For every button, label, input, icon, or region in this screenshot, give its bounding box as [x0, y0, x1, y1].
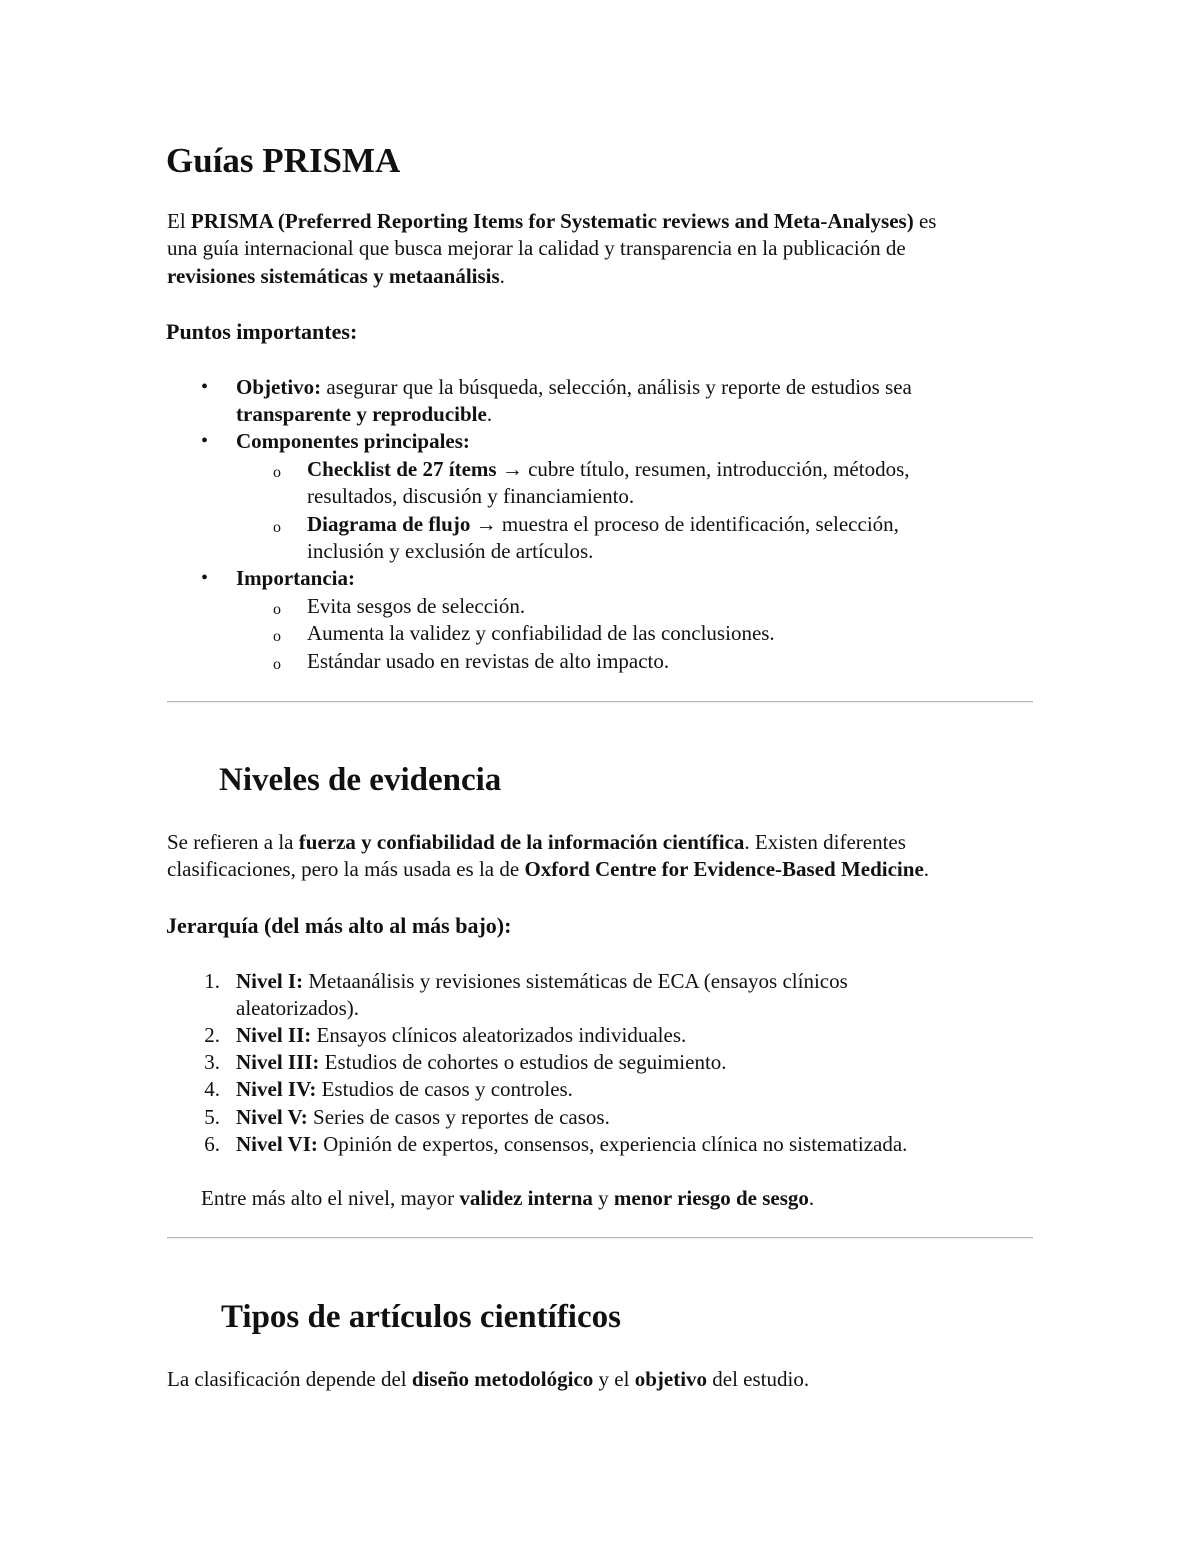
- divider: [167, 701, 1033, 703]
- importance-item: Evita sesgos de selección.: [307, 594, 526, 618]
- importance-label: Importancia:: [236, 566, 355, 590]
- heading-niveles-evidencia: Niveles de evidencia: [219, 762, 502, 798]
- prisma-intro-line3: revisiones sistemáticas y metaanálisis.: [167, 264, 505, 288]
- flow-line2: inclusión y exclusión de artículos.: [307, 539, 594, 563]
- importance-item: Aumenta la validez y confiabilidad de las conclusiones.: [307, 621, 775, 645]
- list-number: 5.: [204, 1105, 220, 1129]
- components-label: Componentes principales:: [236, 429, 470, 453]
- heading-tipos-articulos: Tipos de artículos científicos: [221, 1299, 621, 1335]
- heading-jerarquia: Jerarquía (del más alto al más bajo):: [166, 913, 512, 938]
- circle-bullet-icon: o: [273, 601, 281, 618]
- objective-line1: Objetivo: asegurar que la búsqueda, selección, análisis y reporte de estudios sea: [236, 375, 912, 399]
- list-number: 2.: [204, 1023, 220, 1047]
- prisma-intro-line2: una guía internacional que busca mejorar la calidad y transparencia en la publicación de: [167, 236, 906, 260]
- heading-puntos-importantes: Puntos importantes:: [166, 319, 358, 344]
- bullet-icon: •: [201, 376, 209, 398]
- list-number: 3.: [204, 1050, 220, 1074]
- circle-bullet-icon: o: [273, 519, 281, 536]
- objective-line2: transparente y reproducible.: [236, 402, 493, 426]
- prisma-intro-line1: El PRISMA (Preferred Reporting Items for Systematic reviews and Meta-Analyses) es: [167, 209, 937, 233]
- circle-bullet-icon: o: [273, 464, 281, 481]
- level-item: Nivel V: Series de casos y reportes de casos.: [236, 1105, 610, 1129]
- list-number: 1.: [204, 969, 220, 993]
- divider: [167, 1237, 1033, 1239]
- circle-bullet-icon: o: [273, 656, 281, 673]
- flow-line1: Diagrama de flujo → muestra el proceso de identificación, selección,: [307, 512, 899, 536]
- evidence-intro-line1: Se refieren a la fuerza y confiabilidad de la información científica. Existen diferentes: [167, 830, 906, 854]
- level-item-continued: aleatorizados).: [236, 996, 360, 1020]
- list-number: 4.: [204, 1077, 220, 1101]
- checklist-line1: Checklist de 27 ítems → cubre título, resumen, introducción, métodos,: [307, 457, 910, 481]
- list-number: 6.: [204, 1132, 220, 1156]
- evidence-closing: Entre más alto el nivel, mayor validez interna y menor riesgo de sesgo.: [201, 1186, 815, 1210]
- heading-prisma: Guías PRISMA: [166, 141, 401, 180]
- bullet-icon: •: [201, 430, 209, 452]
- checklist-line2: resultados, discusión y financiamiento.: [307, 484, 635, 508]
- level-item: Nivel IV: Estudios de casos y controles.: [236, 1077, 573, 1101]
- level-item: Nivel I: Metaanálisis y revisiones sistemáticas de ECA (ensayos clínicos: [236, 969, 848, 993]
- bullet-icon: •: [201, 567, 209, 589]
- types-intro: La clasificación depende del diseño metodológico y el objetivo del estudio.: [167, 1367, 810, 1391]
- level-item: Nivel VI: Opinión de expertos, consensos, experiencia clínica no sistematizada.: [236, 1132, 908, 1156]
- level-item: Nivel II: Ensayos clínicos aleatorizados individuales.: [236, 1023, 687, 1047]
- importance-item: Estándar usado en revistas de alto impacto.: [307, 649, 670, 673]
- circle-bullet-icon: o: [273, 628, 281, 645]
- level-item: Nivel III: Estudios de cohortes o estudios de seguimiento.: [236, 1050, 727, 1074]
- evidence-intro-line2: clasificaciones, pero la más usada es la de Oxford Centre for Evidence-Based Medicine.: [167, 857, 930, 881]
